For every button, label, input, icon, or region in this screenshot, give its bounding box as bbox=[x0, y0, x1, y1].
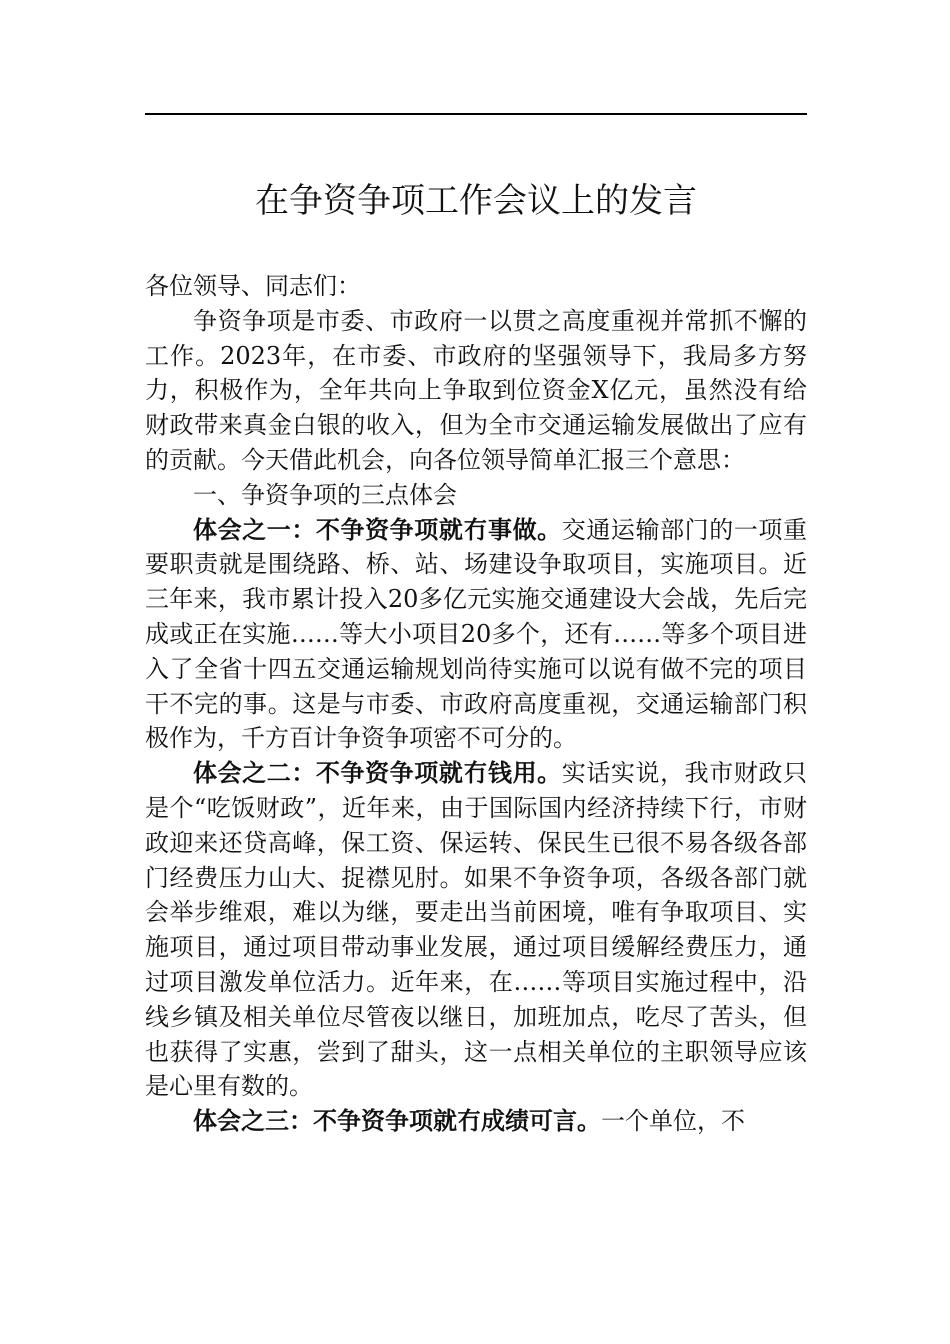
point-paragraph-2 bbox=[145, 756, 807, 1104]
section-heading: 一、争资争项的三点体会 bbox=[193, 480, 457, 509]
intro-paragraph: 争资争项是市委、市政府一以贯之高度重视并常抓不懈的工作。2023年，在市委、市政府的坚强领导下，我局多方努力，积极作为，全年共向上争取到位资金X亿元，虽然没有给财政带来真金白银的收入，但为全市交通运输发展做出了应有的贡献。今天借此机会，向各位领导简单汇报三个意思： bbox=[145, 306, 807, 474]
salutation: 各位领导、同志们： bbox=[145, 272, 361, 300]
point-paragraph-1 bbox=[145, 513, 807, 757]
point-paragraph-3 bbox=[145, 1104, 807, 1139]
point-text-1: 交通运输部门的一项重要职责就是围绕路、桥、站、场建设争取项目，实施项目。近三年来，我市累计投入20多亿元实施交通建设大会战，先后完成或正在实施……等大小项目20多个，还有……等多个项目进入了全省十四五交通运输规划尚待实施可以说有做不完的项目干不完的事。这是与市委、市政府高度重视，交通运输部门积极作为，千方百计争资争项密不可分的。 bbox=[145, 515, 807, 753]
point-lead-2: 体会之二：不争资争项就冇钱用。 bbox=[193, 758, 562, 788]
point-text-3: 一个单位，不 bbox=[601, 1107, 745, 1136]
point-lead-1: 体会之一：不争资争项就冇事做。 bbox=[193, 514, 562, 544]
body-text bbox=[145, 269, 807, 1139]
point-lead-3: 体会之三：不争资争项就冇成绩可言。 bbox=[193, 1106, 601, 1136]
header-rule bbox=[145, 113, 807, 115]
page-title: 在争资争项工作会议上的发言 bbox=[255, 181, 697, 221]
point-text-2: 实话实说，我市财政只是个“吃饭财政”，近年来，由于国际国内经济持续下行，市财政迎来还贷高峰，保工资、保运转、保民生已很不易各级各部门经费压力山大、捉襟见肘。如果不争资争项，各级各部门就会举步维艰，难以为继，要走出当前困境，唯有争取项目、实施项目，通过项目带动事业发展，通过项目缓解经费压力，通过项目激发单位活力。近年来，在……等项目实施过程中，沿线乡镇及相关单位尽管夜以继日，加班加点，吃尽了苦头，但也获得了实惠，尝到了甜头，这一点相关单位的主职领导应该是心里有数的。 bbox=[145, 759, 807, 1101]
